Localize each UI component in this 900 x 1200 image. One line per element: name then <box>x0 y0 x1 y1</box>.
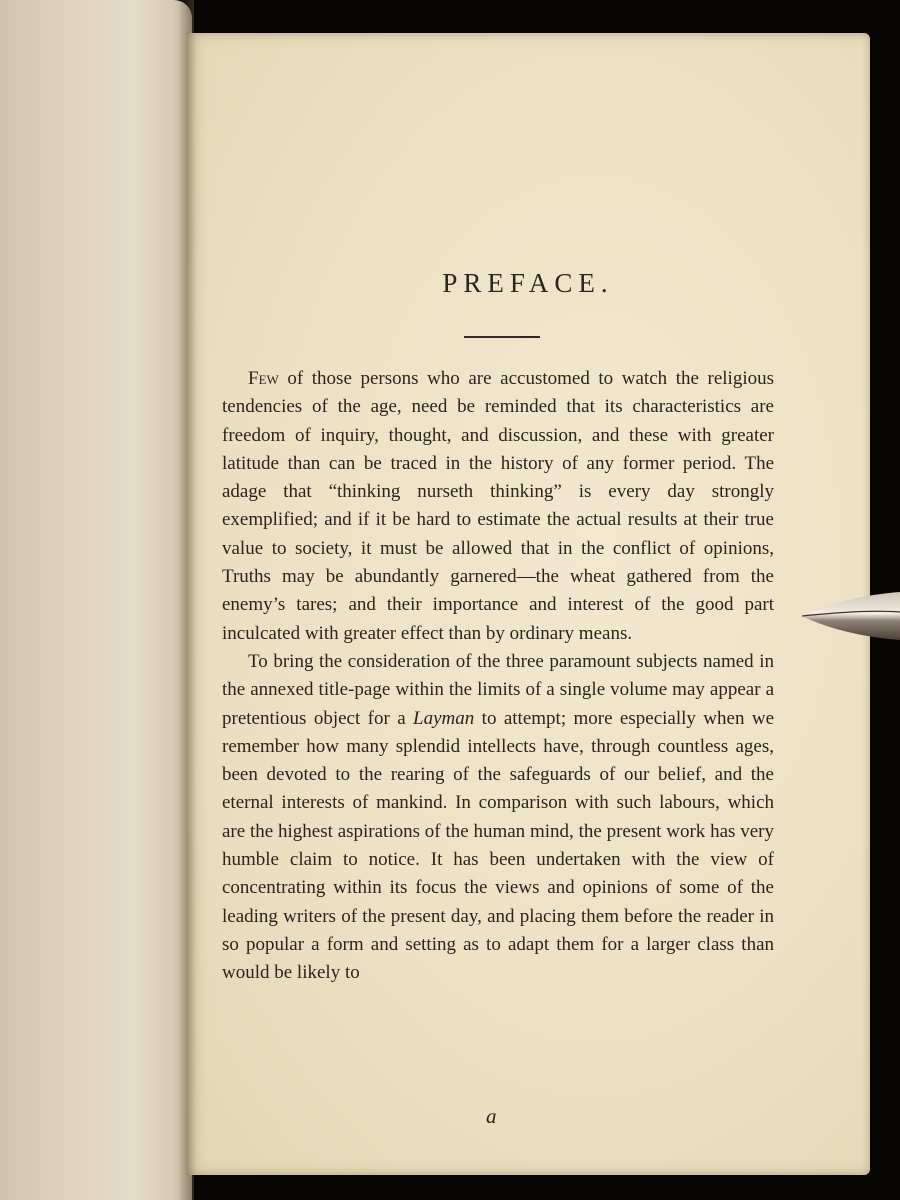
signature-mark: a <box>486 1104 497 1128</box>
paragraph-1-text: of those persons who are accustomed to watch the religious tendencies of the age, need be reminded that its characteristics are freedom of inquiry, thought, and discussion, and these with greater latitude than can be traced in the history of any former period. The adage that “thinking nurseth thinking” is every day strongly exemplified; and if it be hard to estimate the actual results at their true value to society, it must be allowed that in the conflict of opinions, Truths may be abundantly garnered—the wheat gathered from the enemy’s tares; and their importance and interest of the good part inculcated with greater effect than by ordinary means. <box>222 368 774 644</box>
paragraph-2-text-start: To bring the consideration of the three paramount subjects named in the annexed title-page within the limits of a single volume may appear a pretentious object for a <box>222 650 774 729</box>
paragraph-1 <box>222 365 774 648</box>
left-endpaper <box>0 0 192 1200</box>
page-title: PREFACE. <box>442 268 614 298</box>
title-rule <box>464 336 540 338</box>
first-word: Few <box>248 368 279 389</box>
italic-layman: Layman <box>413 707 475 729</box>
paragraph-2 <box>222 648 774 988</box>
preface-body <box>222 365 774 988</box>
page-edge-shading <box>186 33 196 1175</box>
pointer-icon <box>800 588 900 644</box>
paragraph-2-text-end: to attempt; more especially when we remember how many splendid intellects have, through countless ages, been devoted to the rearing of the safeguards of our belief, and the eternal interests of mankind. In comparison with such labours, which are the highest aspirations of the human mind, the present work has very humble claim to notice. It has been undertaken with the view of concentrating within its focus the views and opinions of some of the leading writers of the present day, and placing them before the reader in so popular a form and setting as to adapt them for a larger class than would be likely to <box>222 707 774 984</box>
